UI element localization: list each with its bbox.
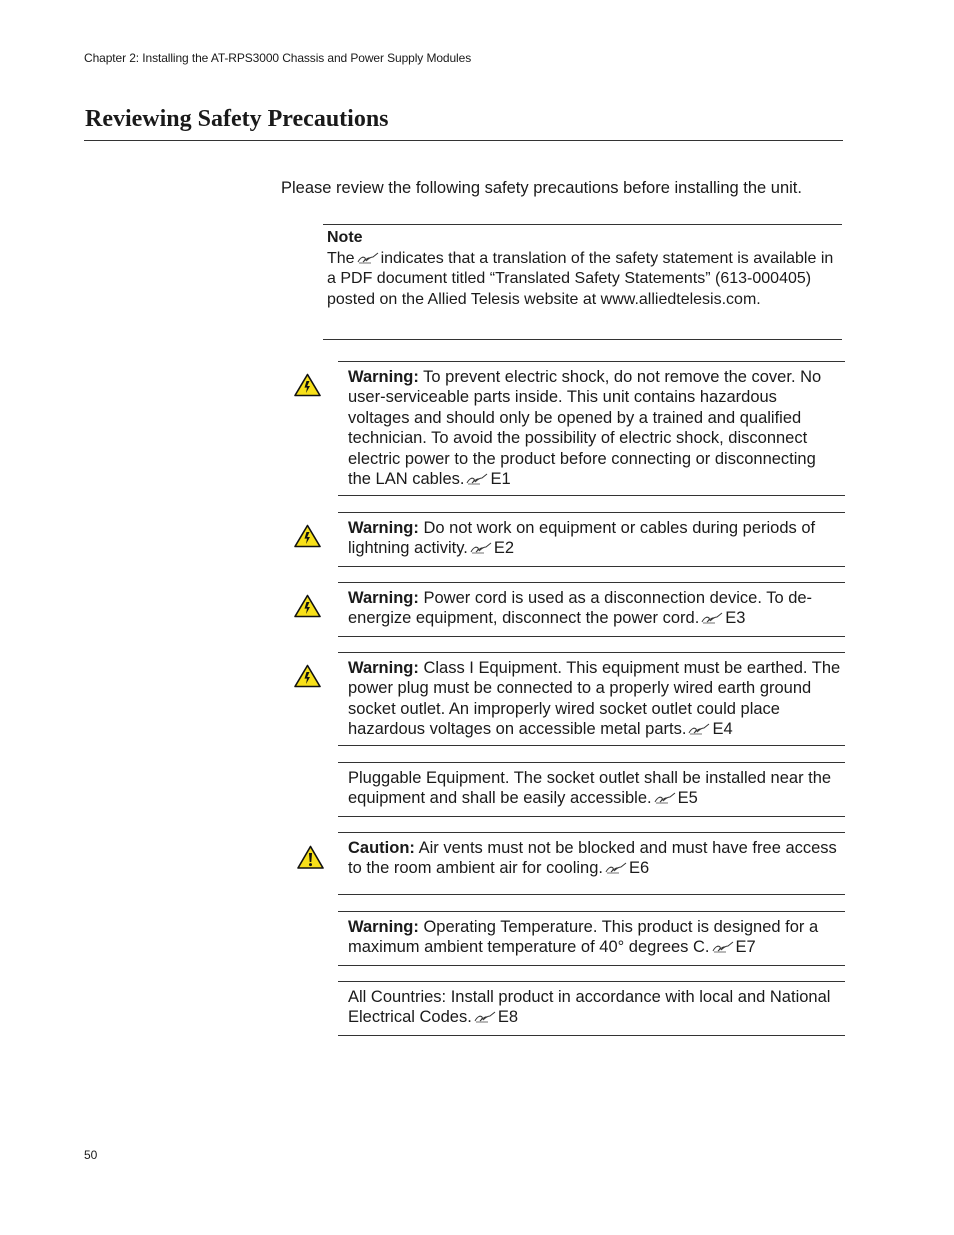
statement-box-2 [338,512,845,567]
statement-body: To prevent electric shock, do not remove the cover. No user-serviceable parts inside. This unit contains hazardous voltages and should only be opened by a trained and qualified technician. To avoid the possibility of electric shock, disconnect electric power to the product before connecting or disconnecting the LAN cables. [348,368,822,489]
statement-text-7 [348,917,842,958]
statement-body: Air vents must not be blocked and must have free access to the room ambient air for cooling. [348,839,837,878]
statement-body: All Countries: Install product in accordance with local and National Electrical Codes. [348,988,831,1027]
translation-hand-icon [466,473,488,485]
statement-body: Class I Equipment. This equipment must be earthed. The power plug must be connected to a properly wired earth ground socket outlet. An improperly wired socket outlet could place hazardous voltages on accessible metal parts. [348,659,841,739]
statement-code: E8 [497,1008,518,1027]
statement-code: E1 [490,470,511,489]
note-box [323,224,842,340]
statement-body: Pluggable Equipment. The socket outlet shall be installed near the equipment and shall be easily accessible. [348,769,832,808]
electrical-hazard-icon [294,373,321,397]
running-head: Chapter 2: Installing the AT-RPS3000 Chassis and Power Supply Modules [84,51,472,65]
statement-code: E2 [493,539,515,558]
statement-box-3 [338,582,845,637]
translation-hand-icon [654,792,676,804]
statement-box-7 [338,911,845,966]
statement-text-6 [348,838,842,879]
statement-label: Warning: [348,918,419,936]
note-body [327,249,842,310]
statement-label: Warning: [348,589,419,607]
statement-text-3 [348,588,842,629]
statement-label: Warning: [348,368,419,386]
statement-text-8 [348,987,842,1028]
electrical-hazard-icon [294,664,321,688]
translation-hand-icon [605,862,627,874]
statement-code: E4 [712,720,733,739]
statement-body: Operating Temperature. This product is designed for a maximum ambient temperature of 40° degrees C. [348,918,819,957]
translation-hand-icon [357,252,379,264]
electrical-hazard-icon [294,594,321,618]
statement-body: Do not work on equipment or cables during periods of lightning activity. [348,519,816,558]
statement-code: E3 [725,609,746,628]
statement-box-8 [338,981,845,1036]
translation-hand-icon [470,542,492,554]
statement-label: Warning: [348,659,419,677]
note-text-line1: indicates that a translation of the safety statement is available [380,250,817,267]
section-title: Reviewing Safety Precautions [85,106,389,132]
statement-box-6 [338,832,845,895]
statement-body: Power cord is used as a disconnection device. To de-energize equipment, disconnect the power cord. [348,589,813,628]
statement-text-2 [348,518,842,559]
translation-hand-icon [688,723,710,735]
translation-hand-icon [701,612,723,624]
statement-box-1 [338,361,845,496]
statement-box-5 [338,762,845,817]
caution-icon [297,845,324,870]
page-number: 50 [84,1148,98,1162]
statement-code: E5 [677,789,698,808]
intro-text: Please review the following safety precautions before installing the unit. [281,179,802,197]
statement-box-4 [338,652,845,746]
statement-text-4 [348,658,842,740]
title-rule [84,140,843,141]
statement-code: E6 [628,859,650,878]
note-text-rest: in a PDF document titled “Translated Safety Statements” (613-000405) posted on the Allied Telesis website at www.alliedtelesis.com. [327,250,834,308]
statement-label: Caution: [348,839,415,857]
note-heading: Note [327,229,363,246]
statement-text-5 [348,768,842,809]
statement-text-1 [348,367,842,489]
note-text-start: The [327,250,355,267]
translation-hand-icon [712,941,734,953]
statement-label: Warning: [348,519,419,537]
statement-code: E7 [735,938,756,957]
translation-hand-icon [474,1011,496,1023]
electrical-hazard-icon [294,524,321,548]
